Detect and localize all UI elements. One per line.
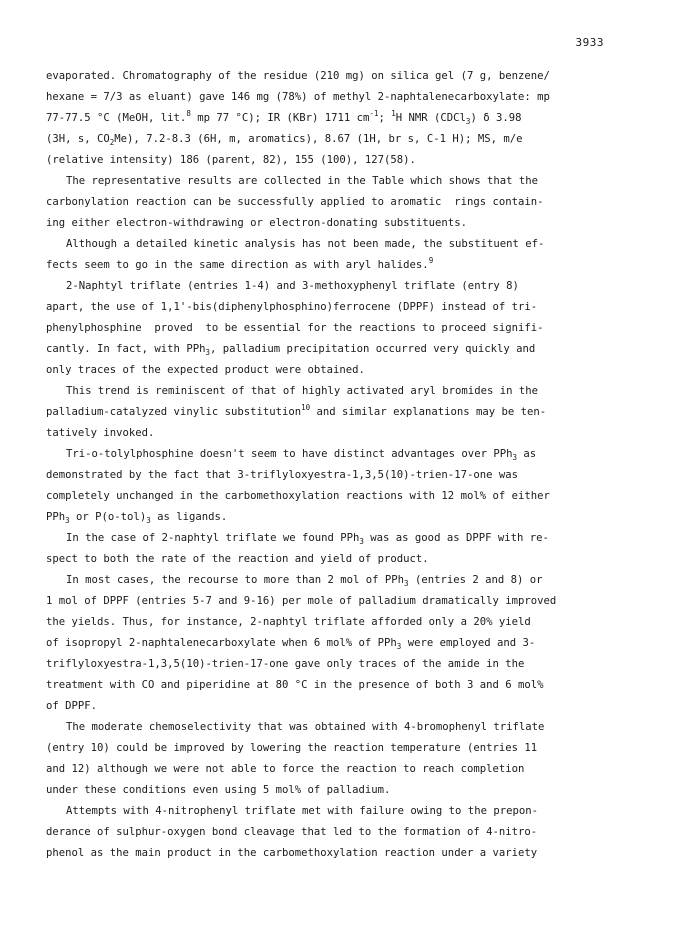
text-line bbox=[46, 465, 612, 486]
text-line bbox=[46, 171, 612, 192]
subscript: 3 bbox=[512, 453, 517, 462]
page-number: 3933 bbox=[575, 36, 604, 49]
text-line bbox=[46, 360, 612, 381]
text-segment: demonstrated by the fact that 3-triflyloxyestra-1,3,5(10)-trien-17-one was bbox=[46, 469, 518, 481]
superscript: 8 bbox=[186, 109, 191, 118]
text-segment: only traces of the expected product were obtained. bbox=[46, 364, 365, 376]
text-segment: palladium-catalyzed vinylic substitution bbox=[46, 406, 302, 418]
text-line bbox=[46, 339, 612, 360]
text-line bbox=[46, 192, 612, 213]
text-line bbox=[46, 654, 612, 675]
text-line bbox=[46, 843, 612, 864]
text-line bbox=[46, 255, 612, 276]
text-segment: triflyloxyestra-1,3,5(10)-trien-17-one gave only traces of the amide in the bbox=[46, 658, 525, 670]
superscript: 9 bbox=[428, 256, 434, 265]
text-segment: carbonylation reaction can be successfully applied to aromatic rings contain- bbox=[46, 196, 544, 208]
text-line bbox=[46, 696, 612, 717]
text-line bbox=[46, 423, 612, 444]
text-segment: treatment with CO and piperidine at 80 °C in the presence of both 3 and 6 mol% bbox=[46, 679, 544, 691]
superscript: 10 bbox=[301, 403, 311, 412]
subscript: 3 bbox=[359, 537, 364, 546]
text-segment: (relative intensity) 186 (parent, 82), 155 (100), 127(58). bbox=[46, 154, 416, 166]
text-segment: cantly. In fact, with PPh bbox=[46, 343, 206, 355]
text-segment: ; bbox=[378, 112, 392, 124]
text-segment: Tri-o-tolylphosphine doesn't seem to have distinct advantages over PPh bbox=[66, 448, 513, 460]
text-segment: (3H, s, CO bbox=[46, 133, 110, 145]
text-segment: hexane = 7/3 as eluant) gave 146 mg (78%) of methyl 2-naphtalenecarboxylate: mp bbox=[46, 91, 550, 103]
text-segment: was as good as DPPF with re- bbox=[363, 532, 549, 544]
text-line bbox=[46, 150, 612, 171]
text-segment: 2-Naphtyl triflate (entries 1-4) and 3-methoxyphenyl triflate (entry 8) bbox=[66, 280, 519, 292]
text-segment: Attempts with 4-nitrophenyl triflate met with failure owing to the prepon- bbox=[66, 805, 538, 817]
text-segment: the yields. Thus, for instance, 2-naphtyl triflate afforded only a 20% yield bbox=[46, 616, 531, 628]
text-segment: derance of sulphur-oxygen bond cleavage that led to the formation of 4-nitro- bbox=[46, 826, 538, 838]
text-segment: PPh bbox=[46, 511, 66, 523]
text-segment: (entries 2 and 8) or bbox=[408, 574, 543, 586]
superscript: -1 bbox=[369, 109, 379, 118]
text-line bbox=[46, 822, 612, 843]
text-line bbox=[46, 507, 612, 528]
text-line bbox=[46, 129, 612, 150]
text-line bbox=[46, 276, 612, 297]
text-segment: , palladium precipitation occurred very quickly and bbox=[209, 343, 536, 355]
text-line bbox=[46, 444, 612, 465]
text-segment: under these conditions even using 5 mol% of palladium. bbox=[46, 784, 391, 796]
superscript: 1 bbox=[391, 109, 396, 118]
text-line bbox=[46, 297, 612, 318]
text-line bbox=[46, 591, 612, 612]
text-segment: The moderate chemoselectivity that was obtained with 4-bromophenyl triflate bbox=[66, 721, 545, 733]
text-segment: 77-77.5 °C (MeOH, lit. bbox=[46, 112, 187, 124]
text-segment: completely unchanged in the carbomethoxylation reactions with 12 mol% of either bbox=[46, 490, 550, 502]
subscript: 3 bbox=[205, 348, 210, 357]
text-line bbox=[46, 633, 612, 654]
text-segment: mp 77 °C); IR (KBr) 1711 cm bbox=[190, 112, 370, 124]
text-line bbox=[46, 675, 612, 696]
text-segment: or P(o-tol) bbox=[69, 511, 147, 523]
text-line bbox=[46, 780, 612, 801]
subscript: 3 bbox=[396, 642, 402, 651]
text-line bbox=[46, 717, 612, 738]
text-segment: (entry 10) could be improved by lowering the reaction temperature (entries 11 bbox=[46, 742, 538, 754]
text-line bbox=[46, 612, 612, 633]
text-line bbox=[46, 486, 612, 507]
text-line bbox=[46, 549, 612, 570]
text-segment: as bbox=[516, 448, 537, 460]
text-segment: H NMR (CDCl bbox=[395, 112, 466, 124]
text-line bbox=[46, 87, 612, 108]
subscript: 3 bbox=[65, 516, 70, 525]
text-segment: phenol as the main product in the carbomethoxylation reaction under a variety bbox=[46, 847, 538, 859]
text-segment: spect to both the rate of the reaction and yield of product. bbox=[46, 553, 429, 565]
text-line bbox=[46, 801, 612, 822]
text-line bbox=[46, 108, 612, 129]
text-segment: In the case of 2-naphtyl triflate we found PPh bbox=[66, 532, 360, 544]
text-line bbox=[46, 318, 612, 339]
text-segment: ing either electron-withdrawing or electron-donating substituents. bbox=[46, 217, 467, 229]
text-segment: tatively invoked. bbox=[46, 427, 155, 439]
text-segment: This trend is reminiscent of that of highly activated aryl bromides in the bbox=[66, 385, 538, 397]
text-segment: of DPPF. bbox=[46, 700, 98, 712]
text-line bbox=[46, 402, 612, 423]
text-line bbox=[46, 570, 612, 591]
text-line bbox=[46, 759, 612, 780]
text-segment: of isopropyl 2-naphtalenecarboxylate when 6 mol% of PPh bbox=[46, 637, 397, 649]
text-segment: phenylphosphine proved to be essential for the reactions to proceed signifi- bbox=[46, 322, 544, 334]
text-segment: fects seem to go in the same direction as with aryl halides. bbox=[46, 259, 429, 271]
text-segment: 1 mol of DPPF (entries 5-7 and 9-16) per mole of palladium dramatically improved bbox=[46, 595, 557, 607]
text-segment: as ligands. bbox=[150, 511, 228, 523]
text-segment: ) δ 3.98 bbox=[470, 112, 522, 124]
text-line bbox=[46, 66, 612, 87]
subscript: 3 bbox=[404, 579, 409, 588]
text-segment: and similar explanations may be ten- bbox=[310, 406, 547, 418]
text-segment: and 12) although we were not able to force the reaction to reach completion bbox=[46, 763, 525, 775]
text-segment: apart, the use of 1,1'-bis(diphenylphosphino)ferrocene (DPPF) instead of tri- bbox=[46, 301, 538, 313]
text-line bbox=[46, 738, 612, 759]
text-line bbox=[46, 213, 612, 234]
text-segment: In most cases, the recourse to more than 2 mol of PPh bbox=[66, 574, 405, 586]
text-segment: Although a detailed kinetic analysis has not been made, the substituent ef- bbox=[66, 238, 545, 250]
subscript: 3 bbox=[146, 516, 151, 525]
text-segment: Me), 7.2-8.3 (6H, m, aromatics), 8.67 (1H, br s, C-1 H); MS, m/e bbox=[114, 133, 523, 145]
subscript: 2 bbox=[109, 138, 115, 147]
text-segment: The representative results are collected in the Table which shows that the bbox=[66, 175, 538, 187]
text-line bbox=[46, 381, 612, 402]
text-line bbox=[46, 234, 612, 255]
text-line bbox=[46, 528, 612, 549]
text-segment: were employed and 3- bbox=[401, 637, 536, 649]
body-text bbox=[46, 66, 612, 864]
text-segment: evaporated. Chromatography of the residue (210 mg) on silica gel (7 g, benzene/ bbox=[46, 70, 550, 82]
subscript: 3 bbox=[465, 117, 471, 126]
